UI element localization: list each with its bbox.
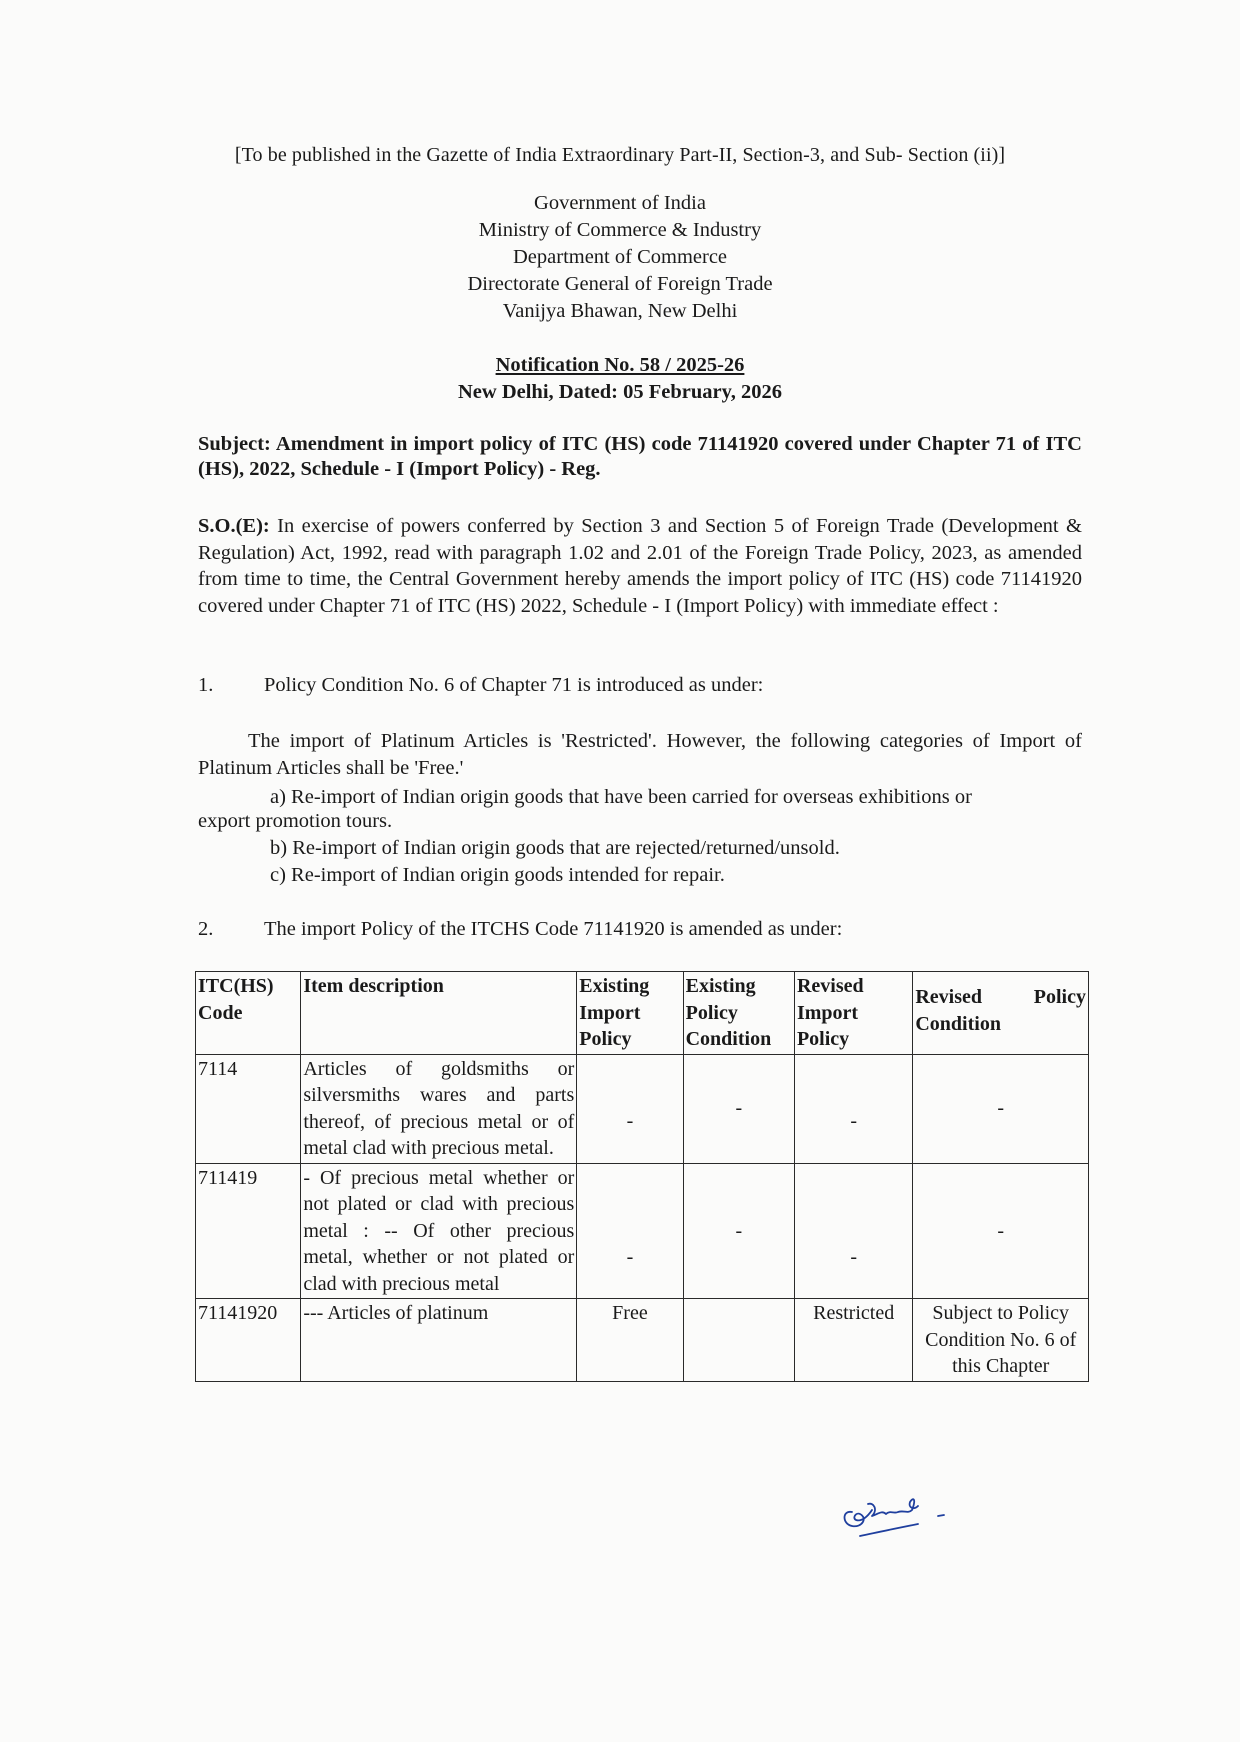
cell-revised-policy: Restricted [794,1299,912,1382]
issuer-ministry: Ministry of Commerce & Industry [478,219,762,241]
item-1 [198,674,763,697]
header-existing-policy: Existing Import Policy [577,972,683,1055]
condition-a-continued: export promotion tours. [198,810,393,832]
policy-table [195,971,1089,1382]
condition-intro-text: The import of Platinum Articles is 'Restricted'. However, the following categories of Import of Platinum Articles shall be 'Free.' [198,730,1082,779]
cell-existing-policy [577,1054,683,1163]
item-2 [198,918,842,941]
value: - [735,1219,743,1242]
notification-number: Notification No. 58 / 2025-26 [495,354,745,376]
cell-code: 711419 [196,1163,301,1299]
condition-c: c) Re-import of Indian origin goods intended for repair. [270,864,725,886]
cell-existing-policy: Free [577,1299,683,1382]
issuer-directorate: Directorate General of Foreign Trade [467,273,773,295]
header-revised-condition-word2: Policy [1033,986,1086,1008]
value: - [850,1245,857,1268]
header-revised-condition-word1: Revised [915,986,983,1008]
soe-paragraph [198,513,1082,619]
issuer-block [0,190,1240,325]
issuer-address: Vanijya Bhawan, New Delhi [502,300,738,322]
issuer-government: Government of India [534,192,706,214]
header-description: Item description [301,972,577,1055]
soe-label: S.O.(E): [198,515,270,537]
cell-description: - Of precious metal whether or not plated or clad with precious metal : -- Of other precious metal, whether or not plated or clad with precious metal [301,1163,577,1299]
cell-code: 71141920 [196,1299,301,1382]
soe-text: In exercise of powers conferred by Section 3 and Section 5 of Foreign Trade (Development & Regulation) Act, 1992, read with paragraph 1.02 and 2.01 of the Foreign Trade Policy, 2023, as amended from time to time, the Central Government hereby amends the import policy of ITC (HS) code 71141920 covered under Chapter 71 of ITC (HS) 2022, Schedule - I (Import Policy) with immediate effect : [198,515,1082,617]
cell-revised-policy [794,1163,912,1299]
condition-intro [198,728,1082,781]
cell-existing-policy [577,1163,683,1299]
header-code: ITC(HS) Code [196,972,301,1055]
cell-existing-condition [683,1054,794,1163]
gazette-note: [To be published in the Gazette of India Extraordinary Part-II, Section-3, and Sub- Section (ii)] [234,144,1006,166]
item-1-text: Policy Condition No. 6 of Chapter 71 is introduced as under: [264,674,764,696]
cell-code: 7114 [196,1054,301,1163]
cell-description: --- Articles of platinum [301,1299,577,1382]
signature-icon [838,1480,968,1540]
value: - [735,1097,743,1120]
cell-revised-policy [794,1054,912,1163]
header-revised-policy: Revised Import Policy [794,972,912,1055]
notification-header [0,352,1240,406]
table-row [196,1299,1089,1382]
cell-existing-condition [683,1163,794,1299]
subject-line: Subject: Amendment in import policy of ITC (HS) code 71141920 covered under Chapter 71 of ITC (HS), 2022, Schedule - I (Import Policy) - Reg. [198,433,1082,480]
table-header-row [196,972,1089,1055]
header-existing-condition: Existing Policy Condition [683,972,794,1055]
header-revised-condition [913,972,1089,1055]
cell-revised-condition [913,1163,1089,1299]
condition-b: b) Re-import of Indian origin goods that are rejected/returned/unsold. [270,837,840,859]
table-row [196,1163,1089,1299]
header-revised-condition-word3: Condition [915,1012,1001,1035]
value: - [850,1110,857,1132]
cell-existing-condition [683,1299,794,1382]
value: - [626,1245,634,1268]
condition-a: a) Re-import of Indian origin goods that have been carried for overseas exhibitions or [270,786,972,808]
cell-revised-condition: Subject to Policy Condition No. 6 of this Chapter [913,1299,1089,1382]
item-2-text: The import Policy of the ITCHS Code 71141920 is amended as under: [264,918,843,940]
cell-description: Articles of goldsmiths or silversmiths wares and parts thereof, of precious metal or of metal clad with precious metal. [301,1054,577,1163]
table-row [196,1054,1089,1163]
value: - [997,1219,1005,1242]
value: - [997,1097,1005,1120]
item-1-number: 1. [198,674,214,696]
cell-revised-condition [913,1054,1089,1163]
value: - [626,1110,634,1132]
issuer-department: Department of Commerce [512,246,728,268]
notification-date: New Delhi, Dated: 05 February, 2026 [458,381,782,403]
item-2-number: 2. [198,918,214,940]
